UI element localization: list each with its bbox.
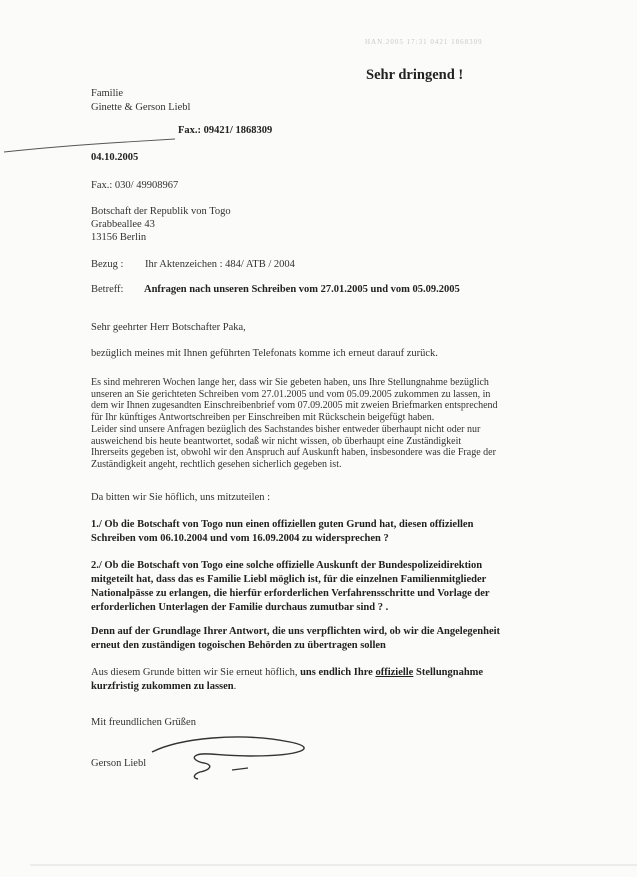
question-2-line: Nationalpässe zu erlangen, die hierfür erforderlichen Verfahrensschritte und Vorlage der (91, 588, 490, 599)
question-2-line: erforderlichen Unterlagen der Familie durchaus zumutbar sind ? . (91, 602, 389, 613)
fax-header-faint: HAN.2005 17:31 0421 1868309 (365, 38, 483, 46)
recipient-line1: Botschaft der Republik von Togo (91, 206, 231, 217)
para4-bold-end: Stellungnahme (413, 667, 484, 678)
para4-underlined: offizielle (375, 667, 414, 678)
question-2-line: 2./ Ob die Botschaft von Togo eine solche offizielle Auskunft der Bundespolizeidirektion (91, 560, 483, 571)
recipient-fax-number: Fax.: 030/ 49908967 (91, 180, 179, 191)
recipient-line3: 13156 Berlin (91, 232, 147, 243)
paragraph-2-line: für Ihr künftiges Antwortschreiben per Einschreiben mit Rückschein beigefügt haben. (91, 412, 435, 424)
salutation: Sehr geehrter Herr Botschafter Paka, (91, 322, 246, 333)
scan-stroke (4, 139, 175, 152)
signature-stroke (152, 737, 304, 779)
paragraph-2-line: Zuständigkeit angeht, rechtlich gesehen sicherlich gegeben ist. (91, 458, 342, 470)
question-2-line: mitgeteilt hat, dass das es Familie Liebl möglich ist, für die einzelnen Familienmitglieder (91, 574, 487, 585)
paragraph-2-line: Es sind mehreren Wochen lange her, dass wir Sie gebeten haben, uns Ihre Stellungnahme bezüglich (91, 377, 489, 388)
para4-plain: Aus diesem Grunde bitten wir Sie erneut höflich, (91, 667, 301, 678)
question-1-line: 1./ Ob die Botschaft von Togo nun einen offiziellen guten Grund hat, diesen offiziellen (91, 519, 474, 530)
sender-fax-number: Fax.: 09421/ 1868309 (178, 125, 273, 136)
statement-line: Denn auf der Grundlage Ihrer Antwort, die uns verpflichten wird, ob wir die Angelegenheit (91, 626, 501, 637)
sender-line2: Ginette & Gerson Liebl (91, 102, 191, 113)
paragraph-3: Da bitten wir Sie höflich, uns mitzuteilen : (91, 492, 271, 503)
closing: Mit freundlichen Grüßen (91, 717, 196, 728)
signature-dash (232, 768, 248, 770)
subject-label: Betreff: (91, 284, 124, 295)
paragraph-1: bezüglich meines mit Ihnen geführten Telefonats komme ich erneut darauf zurück. (91, 348, 438, 359)
para4-line2: kurzfristig zukommen zu lassen (91, 681, 234, 692)
paragraph-2-line: ausweichend bis heute beantwortet, sodaß wir nicht wissen, ob überhaupt eine Zuständigkeit (91, 435, 462, 447)
reference-value: Ihr Aktenzeichen : 484/ ATB / 2004 (145, 259, 295, 270)
signature-name: Gerson Liebl (91, 758, 147, 769)
reference-label: Bezug : (91, 259, 124, 270)
sender-line1: Familie (91, 88, 124, 99)
paragraph-2-line: Ihrerseits gegeben ist, obwohl wir den Anspruch auf Auskunft haben, insbesondere was die Frage der (91, 447, 496, 459)
letter-date: 04.10.2005 (91, 152, 139, 163)
urgent-notice: Sehr dringend ! (366, 67, 464, 83)
paragraph-2-line: Leider sind unsere Anfragen bezüglich des Sachstandes bisher entweder überhaupt nicht oder nur (91, 423, 481, 435)
question-1-line: Schreiben vom 06.10.2004 und vom 16.09.2004 zu widersprechen ? (91, 533, 389, 544)
paragraph-2-line: unseren an Sie gerichteten Schreiben vom 27.01.2005 und vom 05.09.2005 zukommen zu lassen, in (91, 388, 491, 400)
para4-line2-end: . (233, 681, 237, 692)
subject-value: Anfragen nach unseren Schreiben vom 27.01.2005 und vom 05.09.2005 (144, 284, 460, 295)
para4-bold: uns endlich Ihre (300, 667, 376, 678)
recipient-line2: Grabbeallee 43 (91, 219, 155, 230)
statement-line: erneut den zuständigen togoischen Behörden zu übertragen sollen (91, 640, 386, 651)
paragraph-2-line: dem wir Ihnen zugesandten Einschreibenbrief vom 07.09.2005 mit zweien Briefmarken entsprechend (91, 400, 498, 412)
